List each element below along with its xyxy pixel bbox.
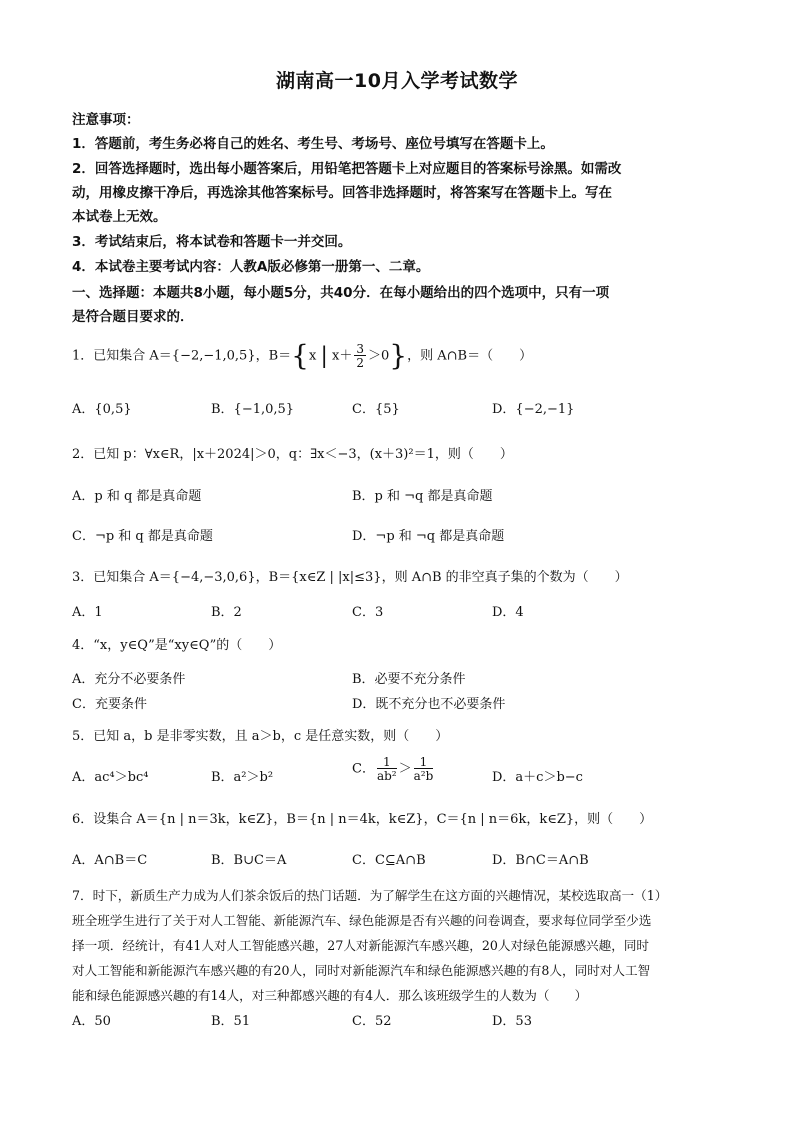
notice-item: 本试卷上无效。 [72,209,167,225]
q5-option-a[interactable]: A．ac⁴＞bc⁴ [72,770,149,785]
q1-set-cond: ＞0 [368,348,390,364]
notice-item: 3．考试结束后，将本试卷和答题卡一并交回。 [72,234,352,250]
q3-option-b[interactable]: B．2 [211,605,242,620]
q7-option-a[interactable]: A．50 [72,1014,111,1029]
question-7-stem-line: 能和绿色能源感兴趣的有14人，对三种都感兴趣的有4人．那么该班级学生的人数为（ ） [72,988,588,1003]
section-heading: 是符合题目要求的． [72,309,194,325]
q3-option-c[interactable]: C．3 [352,605,384,620]
q4-option-b[interactable]: B．必要不充分条件 [352,672,466,687]
q5-option-d[interactable]: D．a＋c＞b−c [492,770,583,785]
q1-option-d[interactable]: D．{−2,−1} [492,402,575,417]
q2-option-d[interactable]: D．¬p 和 ¬q 都是真命题 [352,529,505,544]
q1-set-var: x [308,348,317,364]
question-4-stem: 4．“x，y∈Q”是“xy∈Q”的（ ） [72,638,282,653]
q1-option-a[interactable]: A．{0,5} [72,402,132,417]
q1-option-c[interactable]: C．{5} [352,402,400,417]
q1-set-expr: x＋ [332,348,353,364]
q1-stem-part: ，则 A∩B＝（ ） [407,348,533,364]
q5-fraction-1 [377,756,397,782]
brace-right: } [389,339,408,372]
question-1-stem [72,339,533,372]
question-7-stem-line: 择一项．经统计，有41人对人工智能感兴趣，27人对新能源汽车感兴趣，20人对绿色能源感兴趣，同时 [72,938,650,953]
q3-option-a[interactable]: A．1 [72,605,103,620]
frac-numerator: 3 [356,342,365,356]
q6-option-b[interactable]: B．B∪C＝A [211,853,287,868]
page-title: 湖南高一10月入学考试数学 [276,70,518,92]
frac-denominator: a²b [413,769,434,783]
q4-option-a[interactable]: A．充分不必要条件 [72,672,186,687]
q2-option-b[interactable]: B．p 和 ¬q 都是真命题 [352,489,493,504]
q3-option-d[interactable]: D．4 [492,605,524,620]
frac-denominator: ab² [376,769,397,783]
q5-option-c-label: C． [352,761,375,777]
question-7-stem-line: 7．时下，新质生产力成为人们茶余饭后的热门话题．为了解学生在这方面的兴趣情况，某校选取高一（1） [72,888,668,903]
q1-stem-part: 1．已知集合 A＝{−2,−1,0,5}，B＝ [72,348,292,364]
q6-option-d[interactable]: D．B∩C＝A∩B [492,853,589,868]
q7-option-c[interactable]: C．52 [352,1014,392,1029]
q6-option-a[interactable]: A．A∩B＝C [72,853,148,868]
q5-option-b[interactable]: B．a²＞b² [211,770,274,785]
q7-option-d[interactable]: D．53 [492,1014,532,1029]
q5-fraction-2 [414,756,434,782]
question-7-stem-line: 对人工智能和新能源汽车感兴趣的有20人，同时对新能源汽车和绿色能源感兴趣的有8人，同时对人工智 [72,963,651,978]
q2-option-c[interactable]: C．¬p 和 q 都是真命题 [72,529,213,544]
q4-option-d[interactable]: D．既不充分也不必要条件 [352,697,506,712]
notice-item: 动，用橡皮擦干净后，再选涂其他答案标号。回答非选择题时，将答案写在答题卡上。写在 [72,185,612,201]
question-3-stem: 3．已知集合 A＝{−4,−3,0,6}，B＝{x∈Z | |x|≤3}，则 A∩B 的非空真子集的个数为（ ） [72,570,628,585]
notice-item: 2．回答选择题时，选出每小题答案后，用铅笔把答题卡上对应题目的答案标号涂黑。如需改 [72,161,622,177]
q5-option-c[interactable] [352,756,435,782]
question-2-stem: 2．已知 p：∀x∈R，|x＋2024|＞0，q：∃x＜−3，(x＋3)²＝1，则（ ） [72,447,513,462]
frac-numerator: 1 [414,756,434,769]
brace-left: { [291,339,309,372]
notice-item: 4．本试卷主要考试内容：人教A版必修第一册第一、二章。 [72,259,430,275]
q1-fraction [354,343,366,369]
question-5-stem: 5．已知 a，b 是非零实数，且 a＞b，c 是任意实数，则（ ） [72,729,449,744]
section-heading: 一、选择题：本题共8小题，每小题5分，共40分．在每小题给出的四个选项中，只有一项 [72,285,610,301]
question-7-stem-line: 班全班学生进行了关于对人工智能、新能源汽车、绿色能源是否有兴趣的问卷调查，要求每位同学至少选 [72,913,652,928]
q2-option-a[interactable]: A．p 和 q 都是真命题 [72,489,202,504]
q6-option-c[interactable]: C．C⊆A∩B [352,853,426,868]
question-6-stem: 6．设集合 A＝{n | n＝3k，k∈Z}，B＝{n | n＝4k，k∈Z}，C＝{n | n＝6k，k∈Z}，则（ ） [72,812,653,827]
q1-option-b[interactable]: B．{−1,0,5} [211,402,295,417]
q7-option-b[interactable]: B．51 [211,1014,251,1029]
q1-set-bar: | [320,343,328,369]
notice-item: 1．答题前，考生务必将自己的姓名、考生号、考场号、座位号填写在答题卡上。 [72,136,554,152]
notice-heading: 注意事项： [72,112,140,128]
q4-option-c[interactable]: C．充要条件 [72,697,147,712]
q5-gt-sign: ＞ [398,761,412,777]
frac-denominator: 2 [356,356,365,370]
frac-numerator: 1 [377,756,397,769]
